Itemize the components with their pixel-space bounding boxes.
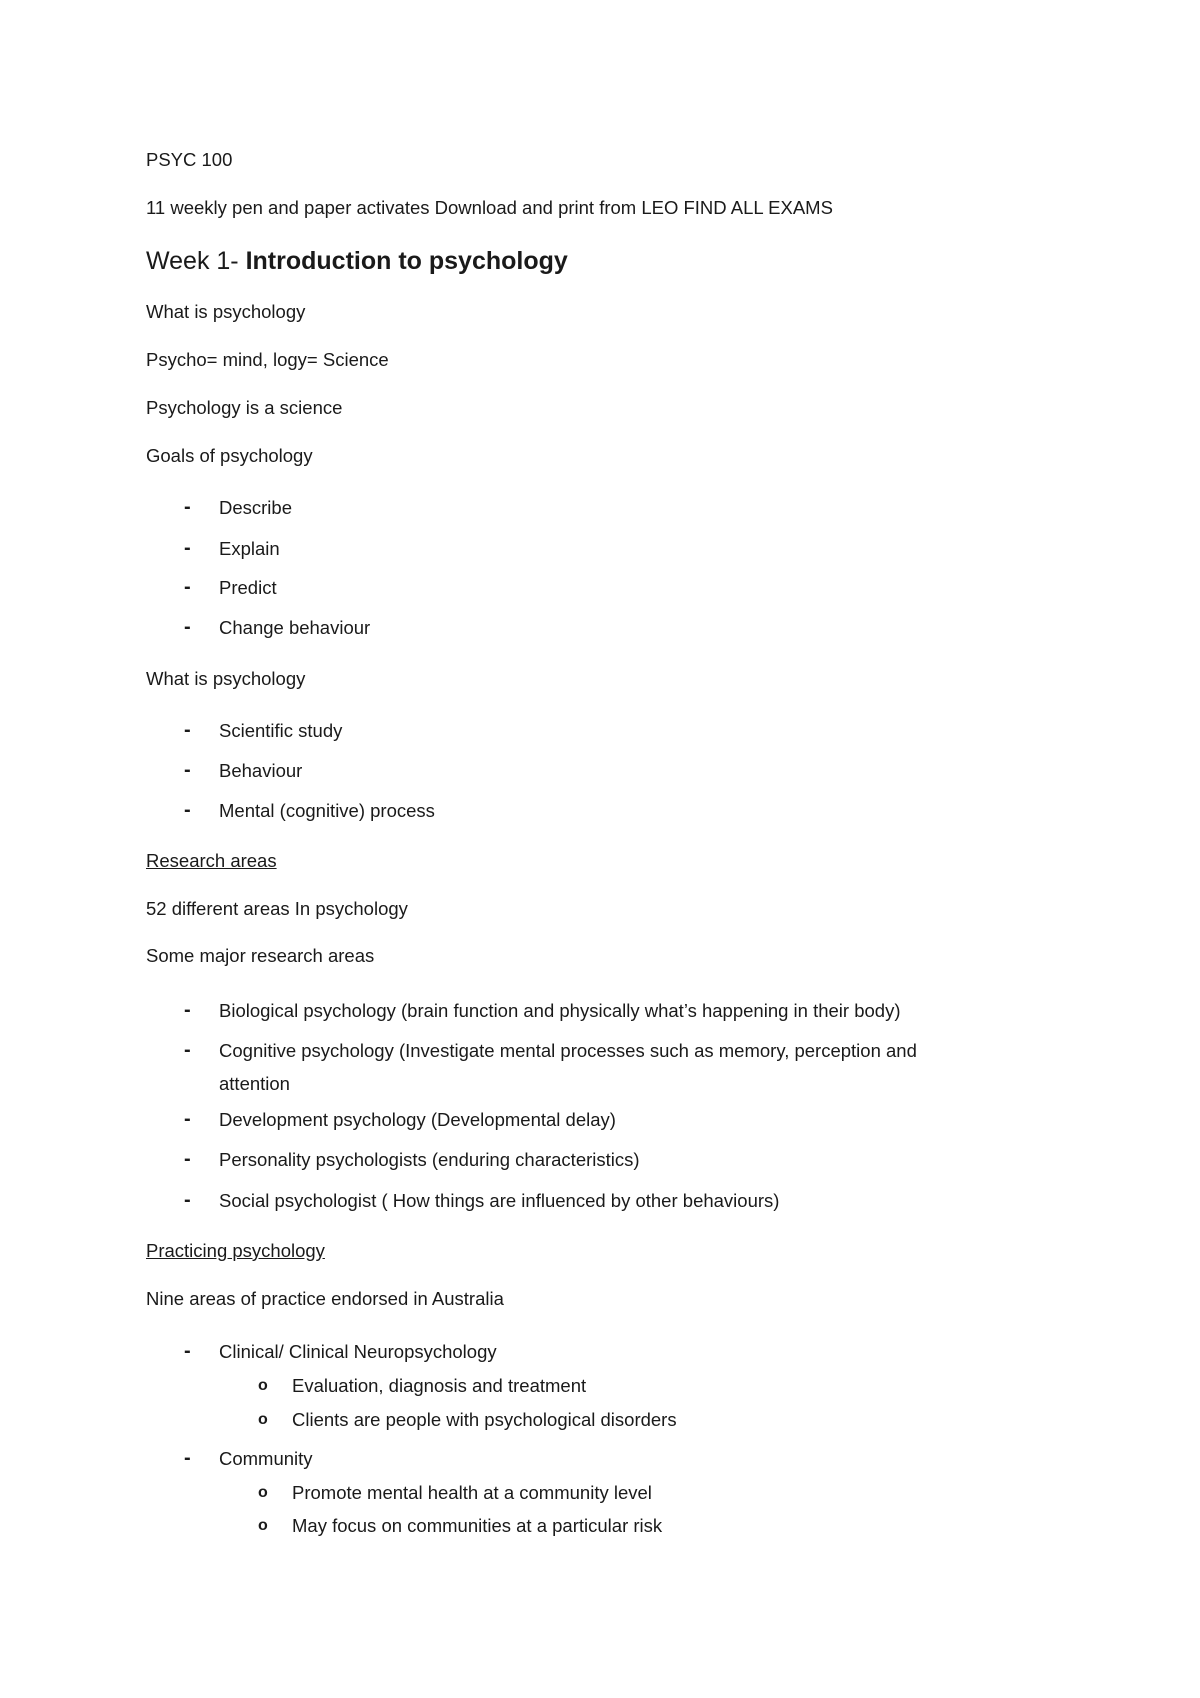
bullet-dash: - (184, 496, 191, 518)
what-is-psychology-1: What is psychology (146, 301, 306, 322)
areas-count: 52 different areas In psychology (146, 898, 408, 919)
intro-text: 11 weekly pen and paper activates Download and print from LEO FIND ALL EXAMS (146, 197, 833, 218)
what-is-item: Behaviour (219, 760, 303, 781)
bullet-dash: - (184, 1148, 191, 1170)
major-area-item: Biological psychology (brain function and physically what’s happening in their body) (219, 1000, 901, 1021)
goal-item: Explain (219, 538, 280, 559)
bullet-dash: - (184, 616, 191, 638)
practice-detail-item: Clients are people with psychological disorders (292, 1409, 677, 1430)
what-is-psychology-2: What is psychology (146, 668, 306, 689)
research-areas-title: Research areas (146, 850, 277, 871)
bullet-circle: o (258, 1411, 268, 1428)
bullet-dash: - (184, 719, 191, 741)
science-statement: Psychology is a science (146, 397, 343, 418)
heading-title: Introduction to psychology (245, 247, 568, 275)
bullet-dash: - (184, 1447, 191, 1469)
practice-detail-item: Promote mental health at a community level (292, 1482, 652, 1503)
major-areas-title: Some major research areas (146, 945, 375, 966)
bullet-dash: - (184, 999, 191, 1021)
practice-detail-item: May focus on communities at a particular risk (292, 1515, 663, 1536)
bullet-dash: - (184, 576, 191, 598)
course-code: PSYC 100 (146, 149, 233, 170)
bullet-dash: - (184, 759, 191, 781)
bullet-circle: o (258, 1517, 268, 1534)
goal-item: Describe (219, 497, 292, 518)
bullet-circle: o (258, 1484, 268, 1501)
psycho-definition: Psycho= mind, logy= Science (146, 349, 389, 370)
major-area-item: Social psychologist ( How things are influenced by other behaviours) (219, 1190, 780, 1211)
practicing-psychology-title: Practicing psychology (146, 1240, 325, 1261)
major-area-item: Personality psychologists (enduring characteristics) (219, 1149, 640, 1170)
major-area-item: Cognitive psychology (Investigate mental processes such as memory, perception and (219, 1040, 917, 1061)
goal-item: Change behaviour (219, 617, 371, 638)
goals-title: Goals of psychology (146, 445, 313, 466)
what-is-item: Scientific study (219, 720, 343, 741)
page-heading (146, 245, 568, 277)
heading-prefix: Week 1- (146, 247, 246, 275)
bullet-dash: - (184, 537, 191, 559)
bullet-dash: - (184, 1340, 191, 1362)
major-area-item: Development psychology (Developmental delay) (219, 1109, 616, 1130)
bullet-dash: - (184, 1108, 191, 1130)
major-area-item-continued: attention (219, 1073, 290, 1094)
practice-area-item: Community (219, 1448, 313, 1469)
bullet-dash: - (184, 1189, 191, 1211)
bullet-circle: o (258, 1377, 268, 1394)
practice-area-item: Clinical/ Clinical Neuropsychology (219, 1341, 497, 1362)
goal-item: Predict (219, 577, 277, 598)
what-is-item: Mental (cognitive) process (219, 800, 435, 821)
bullet-dash: - (184, 799, 191, 821)
practice-intro: Nine areas of practice endorsed in Australia (146, 1288, 504, 1309)
practice-detail-item: Evaluation, diagnosis and treatment (292, 1375, 587, 1396)
bullet-dash: - (184, 1039, 191, 1061)
